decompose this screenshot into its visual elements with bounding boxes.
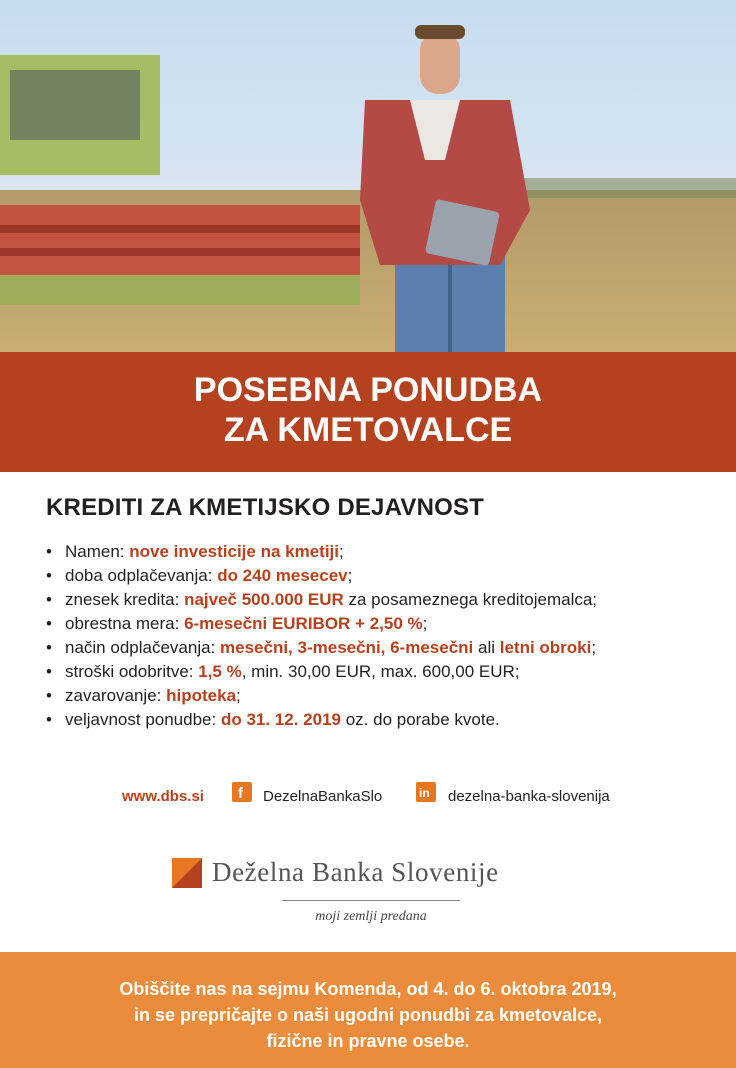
list-item: • znesek kredita: največ 500.000 EUR za posameznega kreditojemalca;	[46, 588, 726, 612]
footer-line-2: in se prepričajte o naši ugodni ponudbi za kmetovalce,	[133, 1005, 603, 1025]
bank-name: Deželna Banka Slovenije	[212, 857, 499, 887]
bullet-icon: •	[46, 638, 52, 657]
event-footer	[0, 952, 736, 1068]
list-item: • doba odplačevanja: do 240 mesecev;	[46, 564, 726, 588]
bullet-icon: •	[46, 590, 52, 609]
list-item: • obrestna mera: 6-mesečni EURIBOR + 2,50 %;	[46, 612, 726, 636]
facebook-link[interactable]: DezelnaBankaSlo	[263, 788, 383, 805]
logo-divider	[282, 900, 460, 901]
bank-logo-mark-icon	[172, 858, 202, 888]
hero-photo	[0, 0, 736, 352]
list-item: • Namen: nove investicije na kmetiji;	[46, 540, 726, 564]
hero-illustration	[0, 0, 736, 352]
footer-line-1: Obiščite nas na sejmu Komenda, od 4. do 6. oktobra 2019,	[119, 979, 617, 999]
banner-title-line-1: POSEBNA PONUDBA	[193, 371, 543, 409]
terms-list	[46, 540, 726, 732]
bullet-icon: •	[46, 542, 52, 561]
bullet-icon: •	[46, 710, 52, 729]
linkedin-icon[interactable]	[416, 782, 436, 802]
list-item: • zavarovanje: hipoteka;	[46, 684, 726, 708]
svg-text:f: f	[238, 785, 243, 802]
facebook-icon[interactable]	[232, 782, 252, 802]
list-item: • način odplačevanja: mesečni, 3-mesečni, 6-mesečni ali letni obroki;	[46, 636, 726, 660]
bullet-icon: •	[46, 662, 52, 681]
list-item: • veljavnost ponudbe: do 31. 12. 2019 oz. do porabe kvote.	[46, 708, 726, 732]
section-heading: KREDITI ZA KMETIJSKO DEJAVNOST	[46, 494, 485, 521]
bullet-icon: •	[46, 566, 52, 585]
website-link[interactable]: www.dbs.si	[122, 788, 204, 805]
svg-text:in: in	[419, 786, 430, 800]
offer-details	[46, 490, 726, 732]
bullet-icon: •	[46, 614, 52, 633]
linkedin-link[interactable]: dezelna-banka-slovenija	[448, 788, 610, 805]
contact-row	[0, 780, 736, 810]
bank-logo	[172, 855, 572, 935]
bullet-icon: •	[46, 686, 52, 705]
offer-banner	[0, 352, 736, 472]
list-item: • stroški odobritve: 1,5 %, min. 30,00 EUR, max. 600,00 EUR;	[46, 660, 726, 684]
banner-title-line-2: ZA KMETOVALCE	[223, 411, 513, 449]
footer-line-3: fizične in pravne osebe.	[266, 1031, 470, 1051]
bank-tagline: moji zemlji predana	[315, 909, 427, 924]
